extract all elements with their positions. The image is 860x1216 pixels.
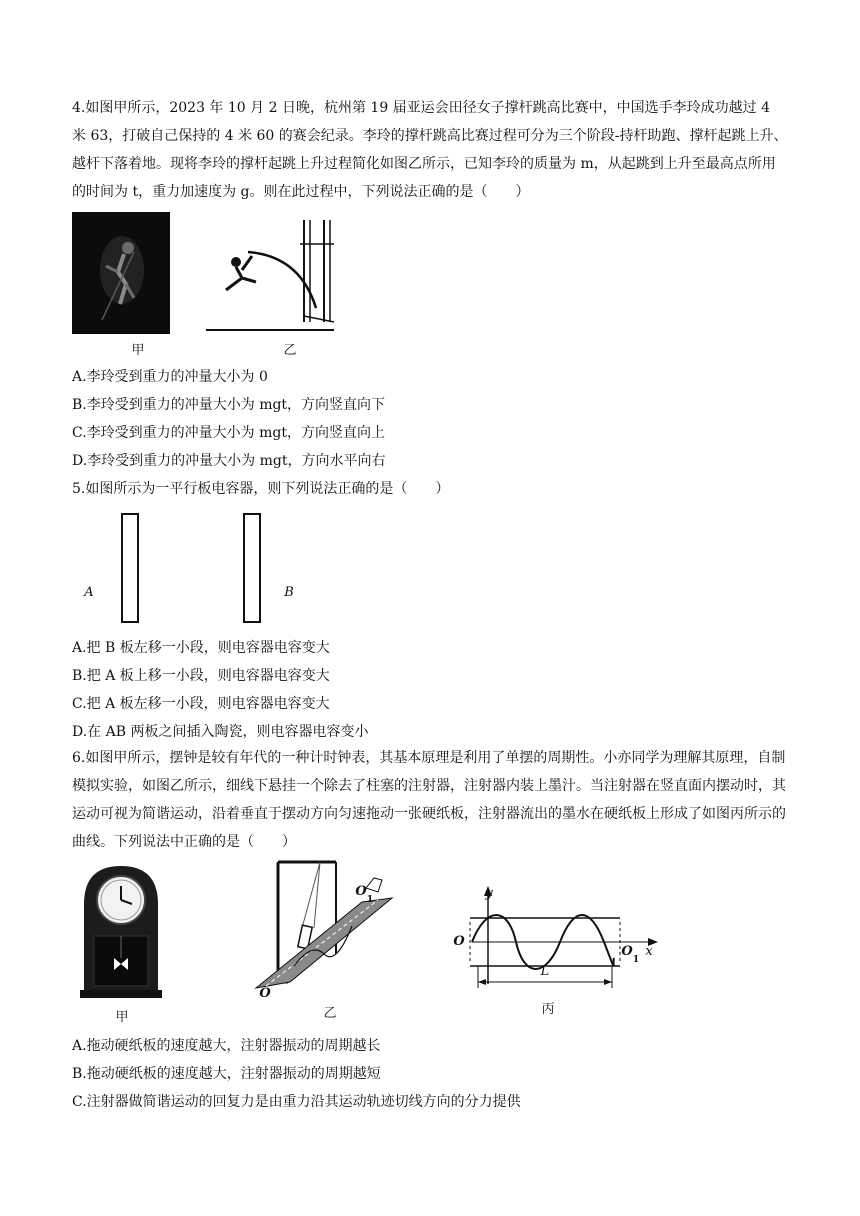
q6-fig-c-label-x: x (645, 944, 653, 959)
q5-option-a: A.把 B 板左移一小段，则电容器电容变大 (72, 640, 330, 656)
q6-fig-b-caption: 乙 (323, 1006, 337, 1021)
q6-fig-a-caption: 甲 (115, 1010, 129, 1025)
q6-fig-b-label-o1: O (355, 884, 367, 899)
capacitor-plate-a (122, 514, 138, 622)
q5-stem: 5.如图所示为一平行板电容器，则下列说法正确的是（ ） (72, 481, 450, 497)
q4-option-d: D.李玲受到重力的冲量大小为 mgt，方向水平向右 (72, 453, 386, 469)
q6-fig-c-label-o1-sub: 1 (632, 955, 640, 965)
q6-option-a: A.拖动硬纸板的速度越大，注射器振动的周期越长 (72, 1038, 381, 1054)
q4-fig-a-caption: 甲 (131, 343, 145, 358)
q5-option-b: B.把 A 板上移一小段，则电容器电容变大 (72, 668, 330, 684)
q5-option-d: D.在 AB 两板之间插入陶瓷，则电容器电容变小 (72, 724, 369, 740)
q6-fig-b-label-o1-sub: 1 (366, 895, 374, 905)
q6-experiment-diagram (254, 858, 402, 1004)
q6-fig-c-caption: 丙 (541, 1002, 555, 1017)
q6-fig-c-label-o1: O (621, 944, 633, 959)
q5-capacitor-diagram (80, 512, 300, 626)
q6-stem: 6.如图甲所示，摆钟是较有年代的一种计时钟表，其基本原理是利用了单摆的周期性。小亦同学为理解其原理，自制模拟实验，如图乙所示，细线下悬挂一个除去了柱塞的注射器，注射器内装上墨汁。当注射器在竖直面内摆动时，其运动可视为简谐运动，沿着垂直于摆动方向匀速拖动一张硬纸板，注射器流出的墨水在硬纸板上形成了如图丙所示的曲线。下列说法中正确的是（ ） (72, 750, 786, 850)
plate-a-label: A (84, 585, 94, 600)
plate-b-label: B (284, 585, 294, 600)
q4-vault-diagram (204, 212, 336, 336)
q4-fig-b-caption: 乙 (283, 343, 297, 358)
q4-photo-figure (72, 212, 170, 334)
q4-option-a: A.李玲受到重力的冲量大小为 0 (72, 369, 268, 385)
q4-option-c: C.李玲受到重力的冲量大小为 mgt，方向竖直向上 (72, 425, 385, 441)
q6-option-b: B.拖动硬纸板的速度越大，注射器振动的周期越短 (72, 1066, 381, 1082)
q5-option-c: C.把 A 板左移一小段，则电容器电容变大 (72, 696, 330, 712)
q6-fig-b-label-o: O (259, 986, 271, 1001)
q6-fig-c-label-o: O (453, 934, 465, 949)
q6-pendulum-clock-figure (80, 862, 162, 998)
q6-option-c: C.注射器做简谐运动的回复力是由重力沿其运动轨迹切线方向的分力提供 (72, 1094, 521, 1110)
q6-fig-c-label-l: L (540, 964, 550, 979)
capacitor-plate-b (244, 514, 260, 622)
q4-option-b: B.李玲受到重力的冲量大小为 mgt，方向竖直向下 (72, 397, 386, 413)
q6-fig-c-label-y: y (485, 886, 493, 901)
q4-stem: 4.如图甲所示，2023 年 10 月 2 日晚，杭州第 19 届亚运会田径女子撑杆跳高比赛中，中国选手李玲成功越过 4 米 63，打破自己保持的 4 米 60 的赛会纪录。李玲的撑杆跳高比赛过程可分为三个阶段-持杆助跑、撑杆起跳上升、越杆下落着地。现将李玲的撑杆起跳上升过程简化如图乙所示，已知李玲的质量为 m，从起跳到上升至最高点所用的时间为 t，重力加速度为 g。则在此过程中，下列说法正确的是（ ） (72, 100, 788, 200)
